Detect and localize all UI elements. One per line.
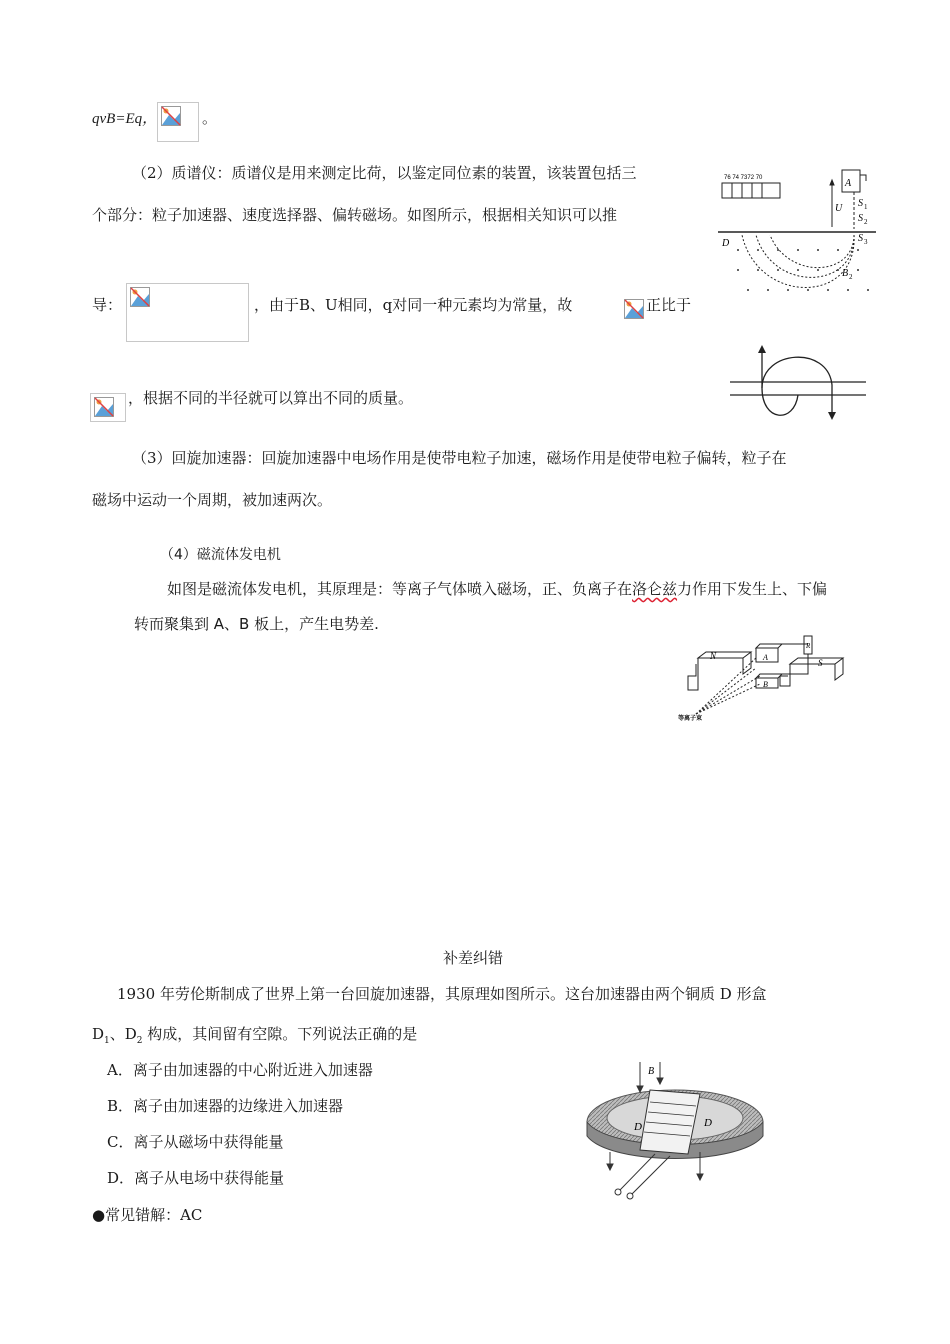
question-line-1: 1930 年劳伦斯制成了世界上第一台回旋加速器，其原理如图所示。这台加速器由两个铜质 D 形盒	[117, 985, 767, 1003]
ms-label-S1: S	[858, 198, 863, 209]
option-d: D．离子从电场中获得能量	[107, 1169, 285, 1187]
q-d2: 、D	[109, 1025, 137, 1043]
mhd-line-1	[167, 579, 827, 599]
q-rest: 构成，其间留有空隙。下列说法正确的是	[142, 1025, 418, 1043]
mass-spec-line-3-prefix: 导：	[92, 296, 123, 314]
ms-label-A: A	[845, 178, 852, 189]
mhd-line-1-c: 力作用下发生上、下偏	[677, 580, 828, 598]
mass-spec-line-2: 个部分：粒子加速器、速度选择器、偏转磁场。如图所示，根据相关知识可以推	[92, 206, 618, 224]
mhd-line-2: 转而聚集到 A、B 板上，产生电势差.	[134, 615, 379, 633]
common-error: ●常见错解：AC	[92, 1206, 203, 1224]
q-d2-sub: 2	[136, 1036, 143, 1046]
ms-label-S2: S	[858, 213, 863, 224]
option-a: A．离子由加速器的中心附近进入加速器	[107, 1061, 373, 1079]
ms-label-S1-sub: 1	[864, 203, 868, 211]
question-line-2	[92, 1024, 417, 1051]
ms-label-S2-sub: 2	[864, 218, 868, 226]
equation-end: 。	[202, 109, 218, 127]
broken-image-icon	[157, 102, 199, 142]
cyc-label-B: B	[648, 1066, 655, 1077]
ms-label-U: U	[835, 203, 843, 214]
ms-label-B2: B	[842, 268, 849, 279]
mhd-label-S: S	[818, 658, 823, 668]
cyclotron-line-1: （3）回旋加速器：回旋加速器中电场作用是使带电粒子加速，磁场作用是使带电粒子偏转，粒子在	[132, 449, 787, 467]
equation-line	[92, 108, 157, 129]
correction-title: 补差纠错	[443, 949, 504, 967]
mhd-heading: （4）磁流体发电机	[160, 547, 281, 563]
mhd-line-1-b: 洛仑兹	[632, 580, 678, 598]
mhd-label-R: R	[806, 642, 811, 650]
mass-spec-line-1: （2）质谱仪：质谱仪是用来测定比荷，以鉴定同位素的装置，该装置包括三	[132, 164, 637, 182]
mass-spec-line-3-suffix: 正比于	[646, 296, 692, 314]
cyclotron-line-2: 磁场中运动一个周期，被加速两次。	[92, 491, 333, 509]
broken-image-icon	[90, 393, 126, 422]
cyclotron-path-diagram	[728, 340, 868, 425]
ms-label-B2-sub: 2	[849, 273, 853, 281]
ms-scale-label: 76 74 7372 70	[724, 175, 763, 181]
mhd-label-plasma: 等离子束	[678, 715, 703, 722]
mhd-label-N: N	[710, 651, 717, 661]
ms-label-D: D	[722, 238, 730, 249]
mhd-label-B: B	[763, 680, 768, 689]
q-d1: D	[92, 1025, 105, 1043]
mhd-generator-diagram	[668, 628, 858, 724]
mass-spec-line-3-middle: ，由于B、U相同，q对同一种元素均为常量，故	[254, 296, 573, 314]
option-b: B．离子由加速器的边缘进入加速器	[107, 1097, 344, 1115]
mhd-line-1-a: 如图是磁流体发电机，其原理是：等离子气体喷入磁场，正、负离子在	[167, 580, 633, 598]
mass-spectrometer-diagram	[718, 165, 878, 315]
ms-label-S3: S	[858, 233, 863, 244]
cyc-label-D1: D	[634, 1121, 642, 1133]
mhd-label-A: A	[763, 653, 768, 662]
cyclotron-dbox-diagram	[580, 1062, 770, 1202]
mass-spec-line-4: ，根据不同的半径就可以算出不同的质量。	[128, 389, 414, 407]
option-c: C．离子从磁场中获得能量	[107, 1133, 284, 1151]
broken-image-icon	[126, 283, 249, 342]
cyc-label-D2: D	[704, 1117, 712, 1129]
equation-text: qvB=Eq，	[92, 111, 158, 127]
ms-label-S3-sub: 3	[864, 238, 868, 246]
broken-image-icon	[624, 299, 646, 321]
q-d1-sub: 1	[104, 1036, 110, 1046]
